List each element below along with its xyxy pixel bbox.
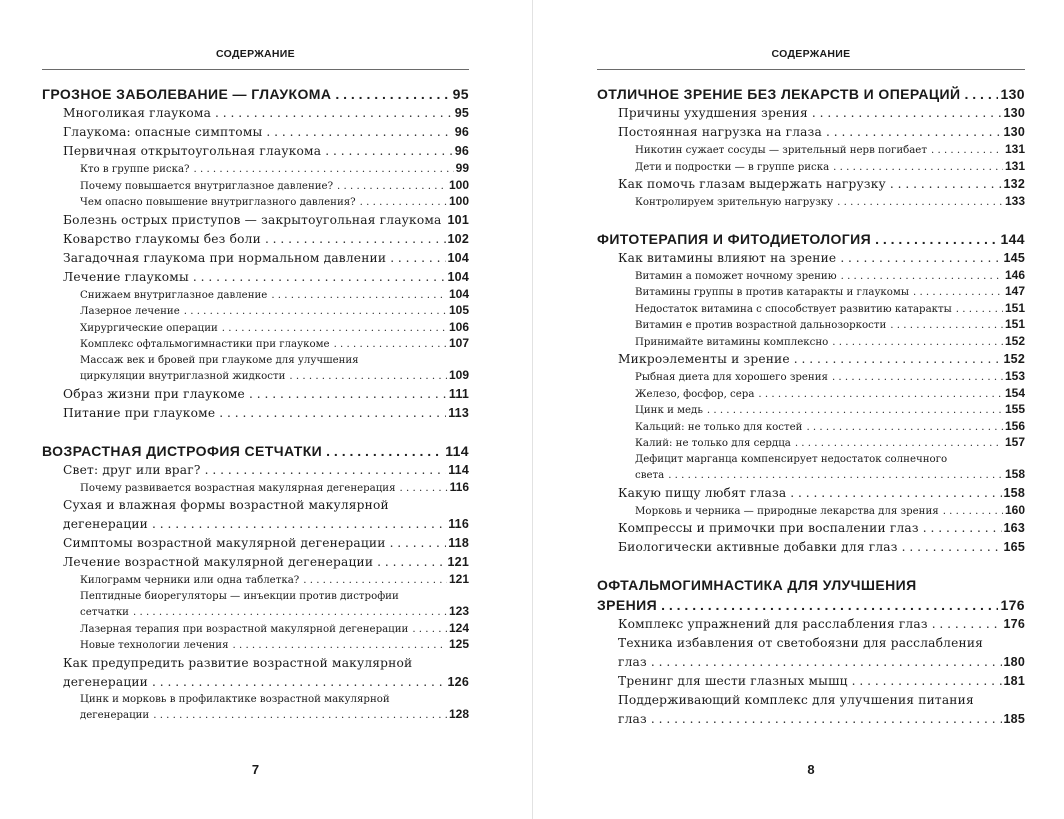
- toc-section[interactable]: [42, 211, 469, 230]
- dot-leader: [390, 249, 445, 268]
- toc-entry-title: Образ жизни при глаукоме: [63, 386, 245, 401]
- toc-entry-title-line1: Пептидные биорегуляторы — инъекции против дистрофии: [80, 590, 399, 602]
- toc-entry-title: Лечение глаукомы: [63, 269, 189, 284]
- toc-entry-title: Коварство глаукомы без боли: [63, 231, 261, 246]
- toc-entry-title: ФИТОТЕРАПИЯ И ФИТОДИЕТОЛОГИЯ: [597, 230, 872, 247]
- dot-leader: [707, 403, 1003, 419]
- toc-entry-title: Глаукома: опасные симптомы: [63, 125, 263, 139]
- dot-leader: [412, 622, 447, 638]
- dot-leader: [337, 179, 447, 195]
- toc-subsection[interactable]: [42, 572, 469, 589]
- dot-leader: [890, 318, 1003, 334]
- toc-entry-title: Чем опасно повышение внутриглазного давления?: [80, 197, 356, 208]
- toc-section[interactable]: [597, 484, 1025, 503]
- toc-page-number: 104: [447, 269, 469, 284]
- toc-page-number: 158: [1004, 467, 1025, 481]
- toc-subsection[interactable]: [597, 284, 1025, 301]
- toc-subsection[interactable]: [597, 317, 1025, 334]
- toc-page-number: 176: [1000, 597, 1025, 613]
- toc-subsection[interactable]: [597, 301, 1025, 318]
- toc-entry-title: Болезнь острых приступов — закрытоугольная глаукома: [63, 212, 442, 227]
- toc-entry-title: Лечение возрастной макулярной дегенерации: [63, 555, 374, 569]
- dot-leader: [249, 385, 447, 404]
- toc-page-number: 100: [448, 177, 469, 192]
- toc-entry-title-line1: ОФТАЛЬМОГИМНАСТИКА ДЛЯ УЛУЧШЕНИЯ: [597, 577, 917, 593]
- toc-entry-title: Компрессы и примочки при воспалении глаз: [618, 521, 919, 535]
- toc-page-number: 123: [448, 604, 469, 618]
- toc-subsection[interactable]: [42, 692, 469, 724]
- toc-entry-title: Многоликая глаукома: [63, 106, 212, 120]
- toc-entry-title: Цинк и медь: [635, 405, 703, 416]
- toc-page-number: 104: [448, 286, 469, 301]
- toc-subsection[interactable]: [597, 268, 1025, 285]
- toc-page-number: 147: [1004, 284, 1025, 298]
- dot-leader: [837, 195, 1003, 211]
- toc-entry-title: Первичная открытоугольная глаукома: [63, 144, 322, 158]
- dot-leader: [377, 553, 445, 572]
- toc-page-number: 99: [455, 161, 469, 175]
- dot-leader: [153, 708, 447, 724]
- toc-page-number: 165: [1003, 540, 1025, 554]
- toc-subsection[interactable]: [597, 452, 1025, 484]
- toc-page-number: 158: [1003, 485, 1025, 500]
- toc-chapter[interactable]: [597, 229, 1025, 249]
- dot-leader: [833, 160, 1003, 176]
- toc-section[interactable]: [597, 672, 1025, 691]
- toc-entry-title: Комплекс офтальмогимнастики при глаукоме: [80, 339, 330, 350]
- dot-leader: [360, 195, 447, 211]
- right-page: [597, 0, 1025, 819]
- toc-entry-title: Причины ухудшения зрения: [618, 106, 808, 120]
- toc-page-number: 153: [1004, 369, 1025, 383]
- dot-leader: [840, 249, 1001, 268]
- toc-section[interactable]: [597, 249, 1025, 268]
- toc-entry-title: Снижаем внутриглазное давление: [80, 289, 268, 301]
- dot-leader: [931, 143, 1003, 159]
- toc-entry-title: Какую пищу любят глаза: [618, 485, 787, 500]
- dot-leader: [832, 335, 1003, 351]
- toc-page-number: 144: [1000, 230, 1025, 247]
- toc-section[interactable]: [597, 691, 1025, 729]
- toc-entry-title: ГРОЗНОЕ ЗАБОЛЕВАНИЕ — ГЛАУКОМА: [42, 86, 332, 102]
- dot-leader: [890, 175, 1002, 194]
- toc-entry-title: Комплекс упражнений для расслабления глаз: [618, 617, 928, 631]
- header-rule: [597, 69, 1025, 70]
- dot-leader: [875, 229, 998, 249]
- toc-section[interactable]: [42, 142, 469, 161]
- dot-leader: [334, 337, 447, 353]
- toc-section[interactable]: [42, 249, 469, 268]
- dot-leader: [852, 672, 1002, 691]
- toc-page-number: 176: [1003, 617, 1025, 631]
- toc-entry-title: Тренинг для шести глазных мышц: [618, 674, 848, 688]
- dot-leader: [219, 404, 446, 423]
- dot-leader: [265, 230, 446, 249]
- toc-page-number: 130: [1000, 86, 1025, 102]
- gutter-divider: [532, 0, 533, 819]
- toc-entry-title: Симптомы возрастной макулярной дегенерации: [63, 536, 386, 550]
- dot-leader: [205, 461, 447, 480]
- dot-leader: [964, 84, 998, 104]
- toc-subsection[interactable]: [42, 320, 469, 337]
- toc-entry-title: ОТЛИЧНОЕ ЗРЕНИЕ БЕЗ ЛЕКАРСТВ И ОПЕРАЦИЙ: [597, 86, 961, 102]
- toc-page-number: 101: [447, 212, 469, 227]
- toc-chapter[interactable]: [42, 441, 469, 461]
- toc-chapter[interactable]: [42, 84, 469, 104]
- toc-chapter[interactable]: [597, 575, 1025, 615]
- dot-leader: [832, 370, 1003, 386]
- toc-page-number: 152: [1004, 333, 1025, 348]
- toc-section[interactable]: [42, 268, 469, 287]
- dot-leader: [152, 673, 446, 692]
- dot-leader: [932, 615, 1002, 634]
- toc-entry-title-line1: Поддерживающий комплекс для улучшения питания: [618, 693, 974, 707]
- toc-entry-title-line1: Дефицит марганца компенсирует недостаток солнечного: [635, 453, 948, 465]
- toc-entry-title: Витамин а поможет ночному зрению: [635, 270, 837, 282]
- toc-chapter[interactable]: [597, 84, 1025, 104]
- toc-page-number: 102: [447, 231, 469, 246]
- toc-entry-title: дегенерации: [80, 710, 150, 721]
- toc-entry-title: циркуляции внутриглазной жидкости: [80, 371, 286, 382]
- toc-page-number: 125: [448, 637, 469, 651]
- toc-page-number: 157: [1004, 435, 1025, 449]
- toc-page-number: 109: [448, 368, 469, 382]
- toc-section[interactable]: [42, 496, 469, 534]
- dot-leader: [943, 504, 1003, 520]
- dot-leader: [661, 595, 998, 615]
- toc-entry-title: Морковь и черника — природные лекарства для зрения: [635, 505, 939, 517]
- dot-leader: [913, 285, 1003, 301]
- toc-entry-title: Рыбная диета для хорошего зрения: [635, 372, 828, 383]
- toc-entry-title-line1: Цинк и морковь в профилактике возрастной макулярной: [80, 693, 390, 705]
- dot-leader: [923, 519, 1002, 538]
- toc-entry-title: Калий: не только для сердца: [635, 438, 791, 449]
- toc-section[interactable]: [42, 553, 469, 572]
- toc-subsection[interactable]: [597, 194, 1025, 211]
- toc-page-number: 156: [1004, 418, 1025, 433]
- toc-entry-title: Новые технологии лечения: [80, 640, 229, 651]
- toc-page-number: 105: [448, 303, 469, 317]
- toc-subsection[interactable]: [42, 353, 469, 385]
- toc-section[interactable]: [597, 634, 1025, 672]
- toc-page-number: 95: [452, 86, 469, 102]
- toc-section[interactable]: [597, 350, 1025, 369]
- toc-entry-title: Лазерное лечение: [80, 306, 180, 317]
- dot-leader: [326, 441, 443, 461]
- dot-leader: [826, 123, 1002, 142]
- toc-entry-title: Кто в группе риска?: [80, 164, 190, 175]
- toc-subsection[interactable]: [42, 589, 469, 621]
- dot-leader: [795, 436, 1003, 452]
- toc-entry-title: Почему повышается внутриглазное давление?: [80, 180, 334, 192]
- page-number: 8: [807, 762, 815, 777]
- toc-page-number: 130: [1003, 106, 1025, 120]
- toc-subsection[interactable]: [42, 621, 469, 638]
- dot-leader: [400, 481, 448, 497]
- dot-leader: [841, 269, 1003, 285]
- dot-leader: [956, 302, 1003, 318]
- toc-section[interactable]: [597, 123, 1025, 142]
- toc-subsection[interactable]: [42, 194, 469, 211]
- toc-section[interactable]: [42, 385, 469, 404]
- running-head: СОДЕРЖАНИЕ: [771, 48, 851, 60]
- toc-entry-title: Питание при глаукоме: [63, 405, 216, 420]
- toc-entry-title: Контролируем зрительную нагрузку: [635, 197, 834, 208]
- toc-section[interactable]: [597, 175, 1025, 194]
- toc-page-number: 124: [448, 620, 469, 635]
- toc-subsection[interactable]: [42, 336, 469, 353]
- toc-subsection[interactable]: [597, 159, 1025, 176]
- dot-leader: [271, 288, 447, 304]
- toc-entry-title: Витамины группы в против катаракты и глаукомы: [635, 287, 909, 298]
- toc-subsection[interactable]: [42, 161, 469, 178]
- toc-entry-title: Хирургические операции: [80, 322, 218, 334]
- toc-entry-title: Микроэлементы и зрение: [618, 352, 790, 366]
- toc-section[interactable]: [597, 615, 1025, 634]
- toc-page-number: 133: [1004, 194, 1025, 208]
- toc-subsection[interactable]: [42, 303, 469, 320]
- toc-subsection[interactable]: [42, 480, 469, 497]
- table-of-contents: [42, 84, 469, 724]
- toc-page-number: 130: [1003, 125, 1025, 139]
- toc-page-number: 96: [454, 125, 469, 139]
- toc-page-number: 113: [448, 405, 469, 420]
- toc-page-number: 185: [1003, 712, 1025, 726]
- toc-entry-title-line1: Техника избавления от светобоязни для расслабления: [618, 636, 984, 650]
- toc-entry-title: Дети и подростки — в группе риска: [635, 161, 830, 173]
- dot-leader: [790, 484, 1001, 503]
- toc-entry-title: Лазерная терапия при возрастной макулярной дегенерации: [80, 623, 409, 635]
- dot-leader: [902, 538, 1002, 557]
- dot-leader: [390, 534, 447, 553]
- toc-section[interactable]: [42, 534, 469, 553]
- toc-subsection[interactable]: [597, 503, 1025, 520]
- toc-entry-title: дегенерации: [63, 517, 149, 531]
- dot-leader: [133, 605, 447, 621]
- toc-page-number: 116: [448, 517, 469, 531]
- dot-leader: [335, 84, 450, 104]
- toc-page-number: 100: [448, 194, 469, 208]
- toc-entry-title: Почему развивается возрастная макулярная дегенерация: [80, 482, 396, 494]
- dot-leader: [184, 304, 447, 320]
- toc-page-number: 128: [448, 707, 469, 721]
- toc-section[interactable]: [42, 461, 469, 480]
- toc-subsection[interactable]: [42, 178, 469, 195]
- toc-page-number: 95: [454, 106, 469, 120]
- toc-page-number: 111: [448, 386, 469, 401]
- dot-leader: [233, 638, 447, 654]
- toc-page-number: 106: [448, 319, 469, 334]
- running-head: СОДЕРЖАНИЕ: [216, 48, 295, 60]
- toc-subsection[interactable]: [597, 386, 1025, 403]
- toc-entry-title: Килограмм черники или одна таблетка?: [80, 575, 300, 586]
- toc-entry-title: Недостаток витамина с способствует развитию катаракты: [635, 303, 952, 315]
- dot-leader: [651, 710, 1002, 729]
- toc-page-number: 152: [1003, 352, 1025, 366]
- dot-leader: [303, 573, 447, 589]
- toc-page-number: 132: [1003, 177, 1025, 191]
- toc-entry-title: ЗРЕНИЯ: [597, 597, 658, 613]
- toc-subsection[interactable]: [597, 369, 1025, 386]
- dot-leader: [266, 123, 452, 142]
- dot-leader: [806, 420, 1003, 436]
- toc-entry-title-line1: Сухая и влажная формы возрастной макулярной: [63, 498, 389, 512]
- toc-page-number: 114: [445, 442, 469, 459]
- toc-entry-title: Постоянная нагрузка на глаза: [618, 125, 822, 139]
- toc-entry-title: дегенерации: [63, 674, 149, 689]
- dot-leader: [289, 369, 447, 385]
- toc-page-number: 151: [1004, 300, 1025, 315]
- toc-page-number: 116: [449, 479, 469, 494]
- toc-entry-title: Свет: друг или враг?: [63, 462, 201, 477]
- dot-leader: [215, 104, 453, 123]
- dot-leader: [222, 321, 447, 337]
- toc-page-number: 121: [448, 572, 469, 586]
- toc-page-number: 180: [1003, 655, 1025, 669]
- left-page: [42, 0, 469, 819]
- toc-entry-title: Кальций: не только для костей: [635, 421, 803, 433]
- toc-page-number: 145: [1003, 250, 1025, 265]
- toc-section[interactable]: [597, 104, 1025, 123]
- toc-subsection[interactable]: [597, 334, 1025, 351]
- toc-page-number: 131: [1004, 142, 1025, 156]
- toc-section[interactable]: [42, 104, 469, 123]
- toc-page-number: 118: [448, 536, 469, 550]
- toc-page-number: 155: [1004, 402, 1025, 416]
- toc-page-number: 160: [1004, 502, 1025, 517]
- toc-page-number: 126: [447, 674, 469, 689]
- dot-leader: [758, 387, 1003, 403]
- dot-leader: [193, 268, 446, 287]
- toc-page-number: 114: [448, 462, 469, 477]
- toc-section[interactable]: [42, 654, 469, 692]
- toc-page-number: 121: [447, 555, 469, 569]
- toc-subsection[interactable]: [42, 287, 469, 304]
- toc-entry-title: Железо, фосфор, сера: [635, 388, 755, 400]
- dot-leader: [194, 162, 454, 178]
- toc-entry-title: сетчатки: [80, 607, 129, 618]
- toc-subsection[interactable]: [597, 419, 1025, 436]
- toc-entry-title: глаз: [618, 712, 647, 726]
- page-number: 7: [251, 762, 260, 777]
- dot-leader: [325, 142, 452, 161]
- toc-entry-title: Витамин е против возрастной дальнозоркости: [635, 320, 887, 331]
- dot-leader: [812, 104, 1002, 123]
- toc-page-number: 107: [448, 336, 469, 350]
- toc-page-number: 96: [454, 144, 469, 158]
- dot-leader: [668, 468, 1003, 484]
- toc-subsection[interactable]: [597, 435, 1025, 452]
- toc-entry-title-line1: Как предупредить развитие возрастной макулярной: [63, 655, 413, 670]
- toc-page-number: 181: [1003, 674, 1025, 688]
- toc-page-number: 154: [1004, 385, 1025, 400]
- toc-entry-title: света: [635, 470, 665, 481]
- dot-leader: [651, 653, 1002, 672]
- toc-entry-title: Биологически активные добавки для глаз: [618, 540, 898, 554]
- toc-subsection[interactable]: [42, 637, 469, 654]
- toc-page-number: 163: [1003, 521, 1025, 535]
- toc-page-number: 104: [447, 250, 469, 265]
- toc-entry-title: глаз: [618, 655, 647, 669]
- dot-leader: [794, 350, 1002, 369]
- toc-section[interactable]: [597, 519, 1025, 538]
- toc-section[interactable]: [42, 404, 469, 423]
- toc-entry-title: Никотин сужает сосуды — зрительный нерв погибает: [635, 145, 927, 156]
- dot-leader: [152, 515, 446, 534]
- toc-page-number: 146: [1004, 267, 1025, 282]
- toc-section[interactable]: [42, 123, 469, 142]
- toc-subsection[interactable]: [597, 142, 1025, 159]
- toc-entry-title: Как витамины влияют на зрение: [618, 250, 837, 265]
- toc-entry-title: ВОЗРАСТНАЯ ДИСТРОФИЯ СЕТЧАТКИ: [42, 442, 323, 459]
- toc-page-number: 131: [1004, 158, 1025, 173]
- toc-entry-title: Как помочь глазам выдержать нагрузку: [618, 177, 886, 191]
- header-rule: [42, 69, 469, 70]
- toc-entry-title: Загадочная глаукома при нормальном давлении: [63, 250, 387, 265]
- toc-subsection[interactable]: [597, 402, 1025, 419]
- toc-entry-title-line1: Массаж век и бровей при глаукоме для улучшения: [80, 354, 359, 366]
- toc-section[interactable]: [597, 538, 1025, 557]
- table-of-contents: [597, 84, 1025, 729]
- toc-entry-title: Принимайте витамины комплексно: [635, 336, 829, 348]
- toc-section[interactable]: [42, 230, 469, 249]
- toc-page-number: 151: [1004, 317, 1025, 331]
